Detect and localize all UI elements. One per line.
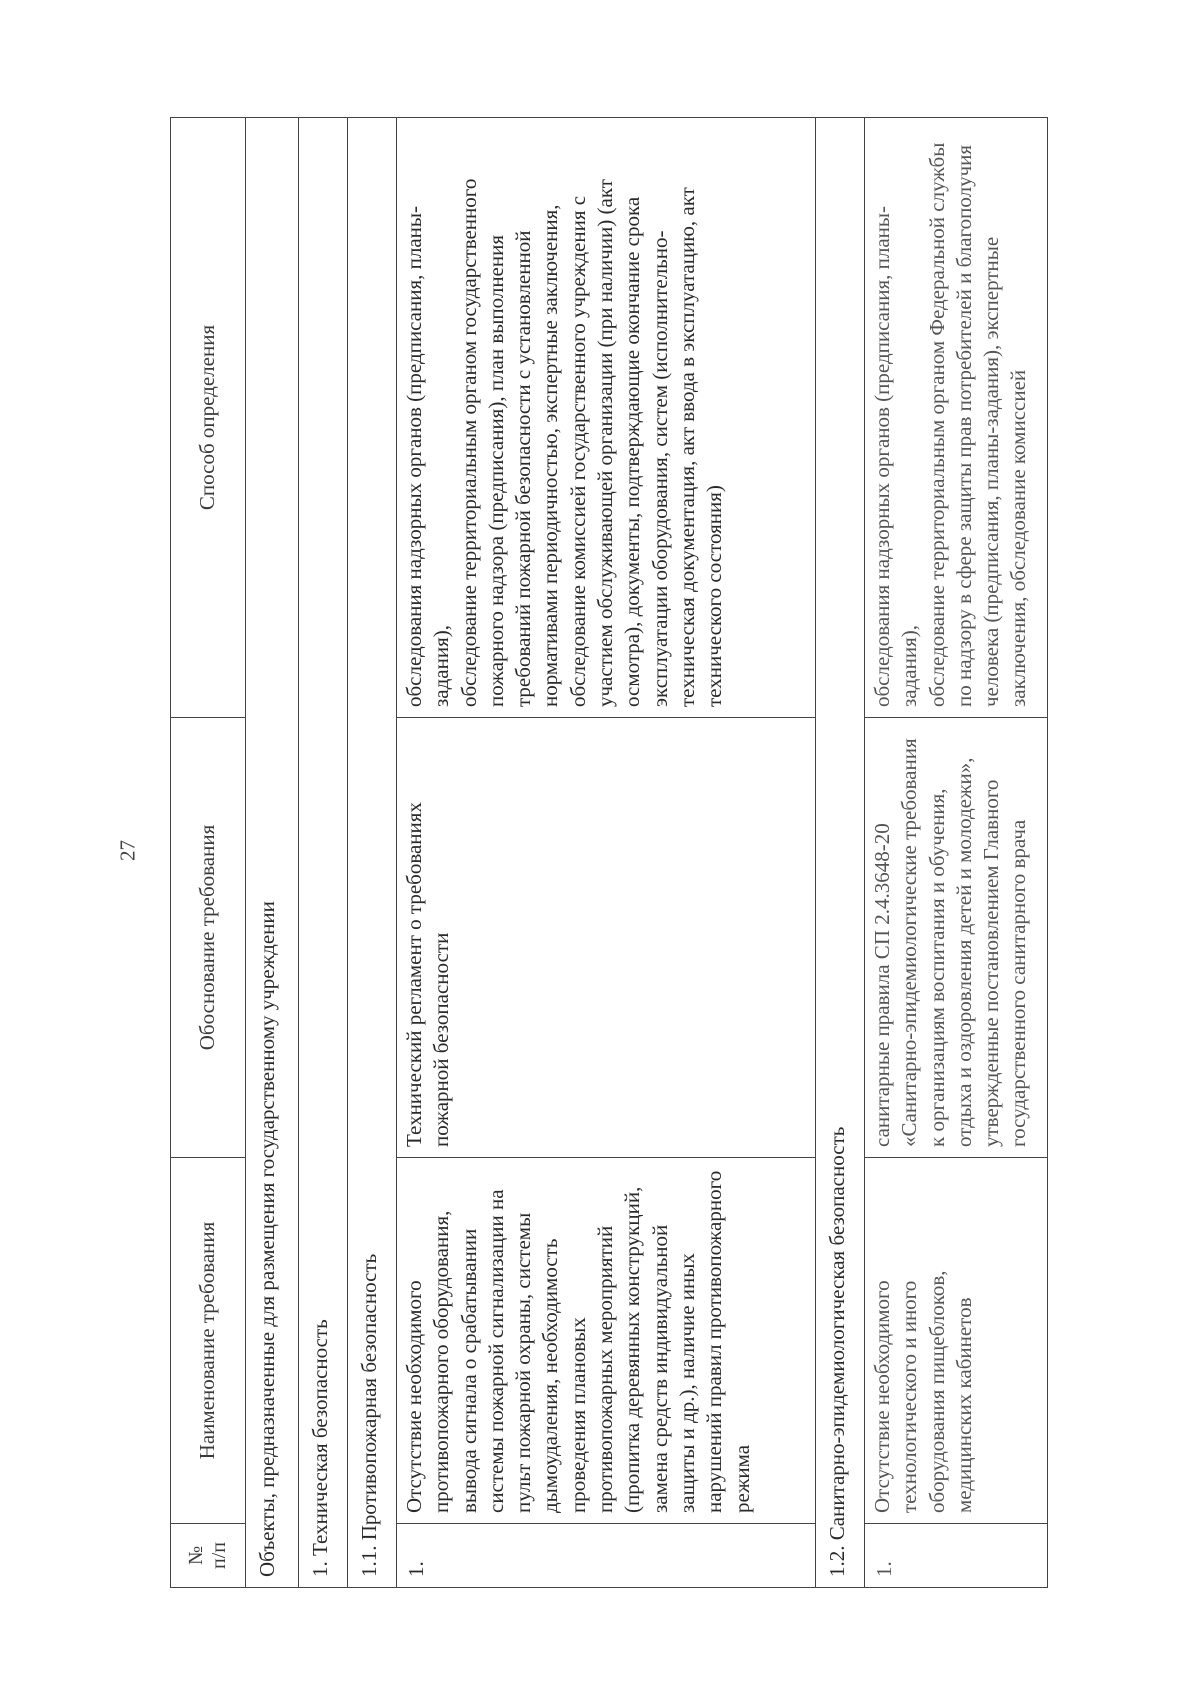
rotated-page-content [170,118,1040,1588]
page-number: 27 [115,840,140,861]
requirements-table [170,117,1048,1588]
table-header-row [171,118,246,1588]
section-fire: 1.1. Противопожарная безопасность [348,118,397,1588]
section-technical: 1. Техническая безопасность [299,118,348,1588]
requirement-basis: санитарные правила СП 2.4.3648-20 «Санитарно-эпидемиологические требования к организациям воспитания и обучения, отдыха и оздоровления детей и молодежи», утвержденные постановлением Главного государственного санитарного врача [865,718,1048,1158]
header-num: № п/п [171,1524,246,1588]
table-row [865,118,1048,1588]
header-name: Наименование требования [171,1158,246,1524]
section-row-sanitary [816,118,865,1588]
header-method: Способ определения [171,118,246,718]
requirement-method: обследования надзорных органов (предписания, планы-задания), обследование территориальным органом государственного пожарного надзора (предписания), план выполнения требований пожарной безопасности с установленной нормативами периодичностью, экспертные заключения, обследование комиссией государственного учреждения с участием обслуживающей организации (при наличии) (акт осмотра), документы, подтверждающие окончание срока эксплуатации оборудования, систем (исполнительно-техническая документация, акт ввода в эксплуатацию, акт технического состояния) [397,118,816,718]
row-number: 1. [865,1524,1048,1588]
requirement-name: Отсутствие необходимого противопожарного оборудования, вывода сигнала о срабатывании системы пожарной сигнализации на пульт пожарной охраны, системы дымоудаления, необходимость проведения плановых противопожарных мероприятий (пропитка деревянных конструкций, замена средств индивидуальной защиты и др.), наличие иных нарушений правил противопожарного режима [397,1158,816,1524]
table-row [397,118,816,1588]
requirement-method: обследования надзорных органов (предписания, планы-задания), обследование территориальным органом Федеральной службы по надзору в сфере защиты прав потребителей и благополучия человека (предписания, планы-задания), экспертные заключения, обследование комиссией [865,118,1048,718]
requirement-basis: Технический регламент о требованиях пожарной безопасности [397,718,816,1158]
section-sanitary: 1.2. Санитарно-эпидемиологическая безопасность [816,118,865,1588]
row-number: 1. [397,1524,816,1588]
requirement-name: Отсутствие необходимого технологического и иного оборудования пищеблоков, медицинских кабинетов [865,1158,1048,1524]
header-basis: Обоснование требования [171,718,246,1158]
section-objects: Объекты, предназначенные для размещения государственному учреждении [246,118,299,1588]
section-row-objects [246,118,299,1588]
section-row-fire [348,118,397,1588]
section-row-technical [299,118,348,1588]
